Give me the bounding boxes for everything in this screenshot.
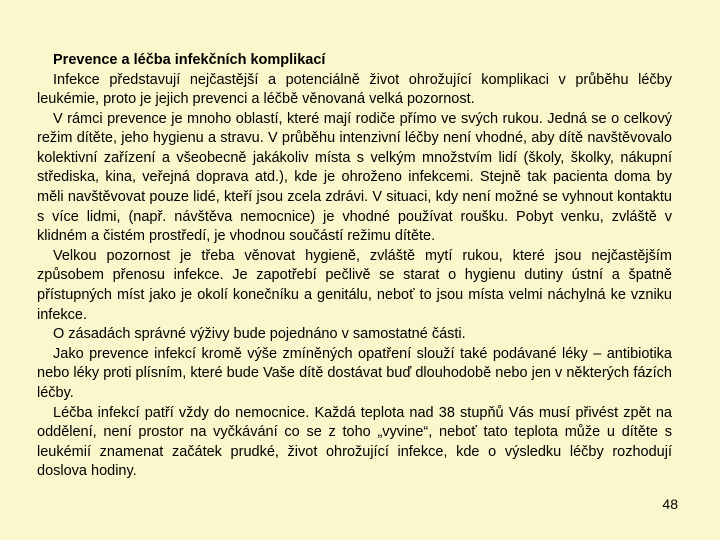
paragraph-intro: Infekce představují nejčastější a potenciálně život ohrožující komplikaci v průběhu léčby leukémie, proto je jejich prevenci a léčbě věnovaná velká pozornost. (37, 71, 672, 108)
page-title: Prevence a léčba infekčních komplikací (53, 52, 326, 68)
paragraph-prevention-regime: V rámci prevence je mnoho oblastí, které mají rodiče přímo ve svých rukou. Jedná se o celkový režim dítěte, jeho hygienu a stravu. V průběhu intenzivní léčby není vhodné, aby dítě navštěvovalo kolektivní zařízení a všeobecně jakákoliv místa s velkým množstvím lidí (školy, školky, nákupní střediska, kina, veřejná doprava atd.), kde je ohroženo infekcemi. Stejně tak pacienta doma by měli navštěvovat pouze lidé, kteří jsou zcela zdrávi. V situaci, kdy není možné se vyhnout kontaktu s více lidmi, (např. návštěva nemocnice) je vhodné používat roušku. Pobyt venku, zvláště v klidném a čistém prostředí, je vhodnou součástí režimu dítěte. (37, 110, 672, 245)
page-number: 48 (662, 496, 678, 512)
paragraph-treatment: Léčba infekcí patří vždy do nemocnice. Každá teplota nad 38 stupňů Vás musí přivést zpět na oddělení, není prostor na vyčkávání co se z toho „vyvine“, neboť tato teplota může u dítěte s leukémií znamenat začátek prudké, život ohrožující infekce, kde o výsledku léčby rozhodují doslova hodiny. (37, 404, 672, 480)
paragraph-medication: Jako prevence infekcí kromě výše zmíněných opatření slouží také podávané léky – antibiotika nebo léky proti plísním, které bude Vaše dítě dostávat buď dlouhodobě nebo jen v některých fázích léčby. (37, 345, 672, 401)
paragraph-hygiene: Velkou pozornost je třeba věnovat hygieně, zvláště mytí rukou, které jsou nejčastějším způsobem přenosu infekce. Je zapotřebí pečlivě se starat o hygienu dutiny ústní a špatně přístupných míst jako je okolí konečníku a genitálu, neboť to jsou místa velmi náchylná ke vzniku infekce. (37, 247, 672, 323)
slide-content (37, 51, 672, 482)
paragraph-nutrition: O zásadách správné výživy bude pojednáno v samostatné části. (53, 326, 466, 343)
